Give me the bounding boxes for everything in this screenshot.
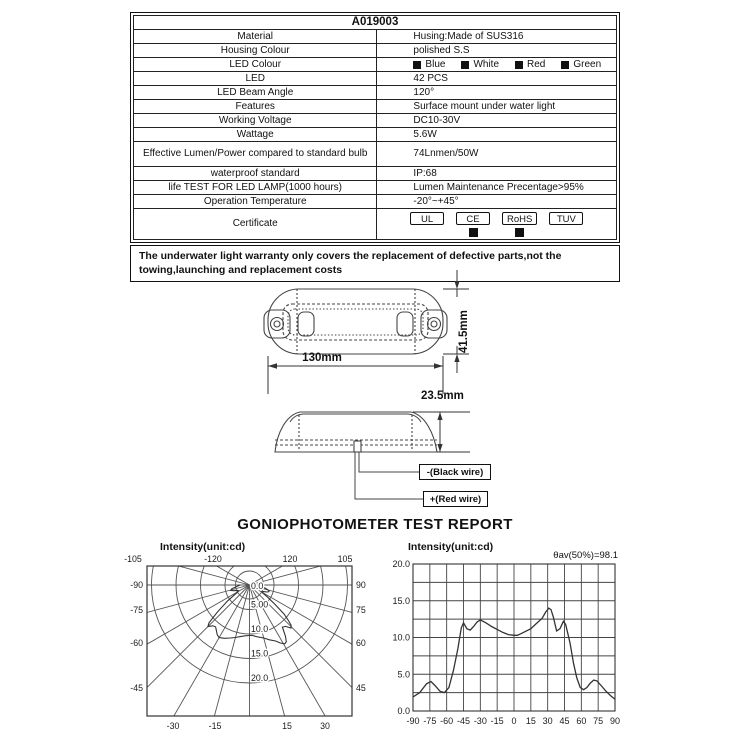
arrowhead (454, 281, 459, 289)
polar-angle-label: 75 (356, 605, 366, 615)
polar-chart-title: Intensity(unit:cd) (160, 541, 246, 553)
table-row (134, 128, 617, 142)
spec-value: Husing:Made of SUS316 (377, 30, 617, 44)
polar-angle-label: 120 (282, 554, 298, 564)
certificate-mark-cell (503, 228, 537, 237)
led-color-option (561, 59, 601, 71)
polar-radial-label: 0.0 (251, 581, 264, 591)
product-code: A019003 (134, 16, 617, 30)
spec-label: Housing Colour (134, 44, 377, 58)
line-chart (390, 538, 690, 740)
right-screw-hole (428, 318, 441, 331)
cable-gland (354, 441, 361, 452)
polar-angle-label: -75 (130, 605, 143, 615)
polar-chart (120, 538, 390, 740)
x-tick-label: 90 (609, 716, 621, 726)
filled-square-icon (461, 61, 469, 69)
polar-grid (120, 538, 390, 740)
polar-spoke (172, 585, 250, 740)
report-title: GONIOPHOTOMETER TEST REPORT (237, 516, 513, 533)
spec-value: Surface mount under water light (377, 100, 617, 114)
x-tick-label: 0 (511, 716, 517, 726)
table-row (134, 44, 617, 58)
black-wire-label: -(Black wire) (419, 464, 491, 480)
table-row (134, 100, 617, 114)
polar-angle-label: 90 (356, 580, 366, 590)
arrowhead (454, 354, 459, 362)
table-row (134, 181, 617, 195)
polar-angle-label: -15 (208, 721, 222, 731)
certificates (380, 212, 613, 237)
spec-value: 42 PCS (377, 72, 617, 86)
width-dimension-label: 130mm (302, 352, 342, 364)
polar-radial-label: 15.0 (251, 648, 269, 659)
table-row (134, 195, 617, 209)
top-view-drawing (264, 289, 447, 354)
spec-label: Working Voltage (134, 114, 377, 128)
x-tick-label: 30 (542, 716, 553, 726)
spec-value: DC10-30V (377, 114, 617, 128)
polar-angle-label: -90 (130, 580, 143, 590)
spec-label: Material (134, 30, 377, 44)
height-dimension-label: 41.5mm (458, 310, 470, 353)
black-wire-lead (359, 452, 420, 472)
depth-dimension-label: 23.5mm (421, 390, 464, 402)
filled-square-icon (561, 61, 569, 69)
spec-value: polished S.S (377, 44, 617, 58)
polar-radial-label: 10.0 (251, 624, 269, 634)
certificate-checked-mark (469, 228, 478, 237)
polar-angle-label: -45 (130, 683, 143, 693)
line-chart-title: Intensity(unit:cd) (408, 541, 494, 553)
spec-value: 5.6W (377, 128, 617, 142)
led-color-label: Green (573, 58, 602, 70)
table-row (134, 58, 617, 72)
spec-table-outer-border (130, 12, 620, 243)
polar-angle-label: -60 (130, 638, 143, 648)
certificate-marks-row (411, 228, 583, 237)
spec-value: Lumen Maintenance Precentage>95% (377, 181, 617, 195)
table-row (134, 114, 617, 128)
certificate-boxes (410, 212, 583, 225)
arrowhead (437, 444, 442, 452)
polar-angle-label: 45 (356, 683, 366, 693)
polar-radial-label: 5.00 (251, 599, 269, 610)
technical-drawing (250, 268, 510, 518)
table-row (134, 142, 617, 167)
spec-label: Features (134, 100, 377, 114)
spec-label: Wattage (134, 128, 377, 142)
certificate-box: TUV (549, 212, 583, 225)
led-color-option (413, 59, 445, 71)
spec-label: Operation Temperature (134, 195, 377, 209)
certificate-mark-cell (411, 228, 445, 237)
certificate-mark-cell (457, 228, 491, 237)
filled-square-icon (413, 61, 421, 69)
red-wire-label: +(Red wire) (423, 491, 488, 507)
led-color-label: White (473, 58, 499, 70)
spec-label: waterproof standard (134, 167, 377, 181)
certificate-checked-mark (515, 228, 524, 237)
red-wire-lead (355, 452, 424, 499)
x-tick-label: 45 (559, 716, 570, 726)
y-tick-label: 15.0 (392, 595, 410, 606)
table-row (134, 16, 617, 30)
polar-angle-label: 60 (356, 638, 366, 648)
led-color-label: Red (527, 58, 546, 70)
left-screw-hole (271, 318, 284, 331)
y-tick-label: 0.0 (397, 706, 410, 716)
spec-label: Certificate (134, 209, 377, 240)
table-row (134, 86, 617, 100)
beam-angle-annotation: θav(50%)=98.1 (553, 550, 618, 561)
x-tick-label: 75 (593, 716, 604, 726)
spec-value-certificates (377, 209, 617, 240)
spec-value: 74Lnmen/50W (377, 142, 617, 167)
certificate-mark-cell (549, 228, 583, 237)
lens-rim-line (290, 414, 421, 422)
polar-angle-label: -30 (166, 721, 180, 731)
x-tick-label: 15 (525, 716, 536, 726)
polar-radial-label: 20.0 (251, 673, 269, 683)
table-row (134, 167, 617, 181)
spec-table (133, 15, 617, 240)
x-tick-label: 60 (576, 716, 587, 726)
x-tick-label: -90 (406, 716, 420, 726)
polar-angle-label: 15 (282, 721, 292, 731)
spec-label: life TEST FOR LED LAMP(1000 hours) (134, 181, 377, 195)
certificate-box: UL (410, 212, 444, 225)
x-tick-label: -30 (473, 716, 487, 726)
polar-angle-label: -105 (124, 554, 142, 564)
spec-value: -20°~+45° (377, 195, 617, 209)
y-tick-label: 5.0 (397, 669, 410, 680)
spec-label: LED Beam Angle (134, 86, 377, 100)
certificate-box: CE (456, 212, 490, 225)
spec-table-block (130, 12, 620, 282)
window-left-cap (298, 312, 314, 336)
table-row (134, 209, 617, 240)
led-color-options (413, 59, 613, 71)
led-color-label: Blue (425, 58, 446, 70)
arrowhead (268, 363, 277, 369)
polar-angle-label: 105 (337, 554, 353, 564)
polar-angle-label: 30 (320, 721, 330, 731)
led-color-option (515, 59, 545, 71)
window-dotted-outline (288, 309, 423, 335)
spec-value: IP:68 (377, 167, 617, 181)
x-tick-label: -45 (456, 716, 471, 726)
table-row (134, 72, 617, 86)
polar-spoke (250, 538, 391, 585)
housing-outline (268, 289, 443, 354)
spec-value-led-colours (377, 58, 617, 72)
y-tick-label: 10.0 (392, 632, 410, 643)
arrowhead (434, 363, 443, 369)
side-view-drawing (275, 412, 437, 452)
spec-label: LED Colour (134, 58, 377, 72)
led-color-option (461, 59, 499, 71)
x-tick-label: -60 (440, 716, 454, 726)
arrowhead (437, 412, 442, 420)
y-tick-label: 20.0 (392, 559, 410, 569)
table-row (134, 30, 617, 44)
spec-label: LED (134, 72, 377, 86)
warranty-note: The underwater light warranty only covers the replacement of defective parts,not the towing,launching and replacement costs (130, 245, 620, 281)
spec-value: 120° (377, 86, 617, 100)
x-tick-label: -15 (490, 716, 504, 726)
certificate-box: RoHS (502, 212, 537, 225)
spec-label: Effective Lumen/Power compared to standard bulb (134, 142, 377, 167)
polar-angle-label: -120 (204, 554, 222, 564)
window-right-cap (397, 312, 413, 336)
x-tick-label: -75 (423, 716, 437, 726)
wire-lead-lines (355, 452, 424, 499)
polar-spoke (250, 538, 391, 585)
filled-square-icon (515, 61, 523, 69)
